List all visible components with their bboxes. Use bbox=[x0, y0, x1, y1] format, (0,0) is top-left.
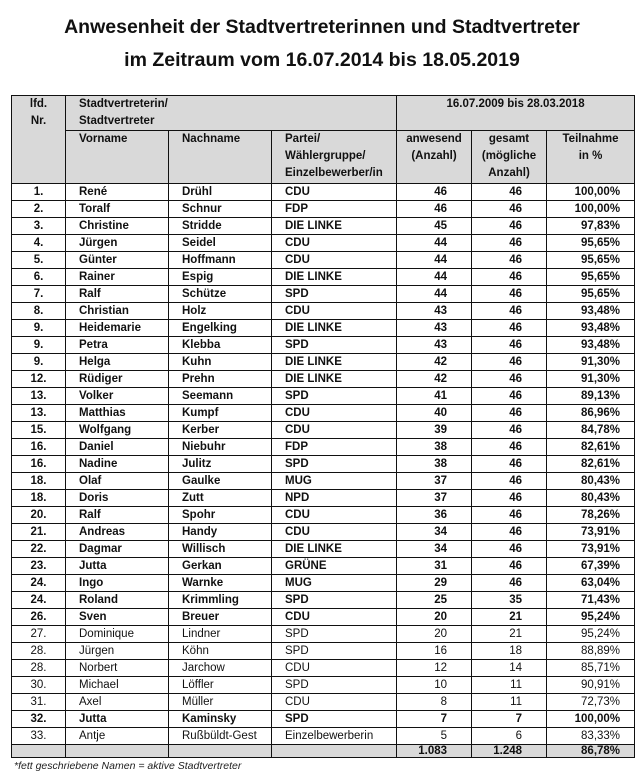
row-number: 20. bbox=[12, 507, 66, 524]
table-row bbox=[12, 422, 635, 439]
possible-count: 6 bbox=[472, 728, 547, 745]
last-name: Drühl bbox=[169, 184, 272, 201]
party: DIE LINKE bbox=[272, 354, 397, 371]
possible-count: 46 bbox=[472, 184, 547, 201]
row-number: 33. bbox=[12, 728, 66, 745]
attended-count: 43 bbox=[397, 303, 472, 320]
table-row bbox=[12, 405, 635, 422]
attendance-percent: 100,00% bbox=[547, 184, 635, 201]
last-name: Breuer bbox=[169, 609, 272, 626]
total-empty-cell bbox=[66, 745, 169, 758]
party: CDU bbox=[272, 405, 397, 422]
table-row bbox=[12, 609, 635, 626]
possible-count: 46 bbox=[472, 524, 547, 541]
attended-count: 20 bbox=[397, 609, 472, 626]
total-empty-cell bbox=[272, 745, 397, 758]
attendance-percent: 88,89% bbox=[547, 643, 635, 660]
attendance-percent: 85,71% bbox=[547, 660, 635, 677]
last-name: Löffler bbox=[169, 677, 272, 694]
possible-count: 46 bbox=[472, 337, 547, 354]
page-title-line-1: Anwesenheit der Stadtvertreterinnen und Stadtvertreter bbox=[64, 16, 580, 38]
attended-count: 34 bbox=[397, 524, 472, 541]
header-teilnahme: Teilnahme in % bbox=[547, 131, 635, 184]
attendance-percent: 80,43% bbox=[547, 473, 635, 490]
first-name: Jutta bbox=[66, 711, 169, 728]
possible-count: 46 bbox=[472, 269, 547, 286]
first-name: Ralf bbox=[66, 507, 169, 524]
first-name: Petra bbox=[66, 337, 169, 354]
last-name: Rußbüldt-Gest bbox=[169, 728, 272, 745]
attendance-percent: 73,91% bbox=[547, 524, 635, 541]
attended-count: 38 bbox=[397, 439, 472, 456]
row-number: 5. bbox=[12, 252, 66, 269]
attendance-percent: 89,13% bbox=[547, 388, 635, 405]
first-name: Helga bbox=[66, 354, 169, 371]
first-name: Toralf bbox=[66, 201, 169, 218]
first-name: Ingo bbox=[66, 575, 169, 592]
attended-count: 5 bbox=[397, 728, 472, 745]
possible-count: 46 bbox=[472, 405, 547, 422]
party: CDU bbox=[272, 303, 397, 320]
first-name: Roland bbox=[66, 592, 169, 609]
first-name: Andreas bbox=[66, 524, 169, 541]
row-number: 16. bbox=[12, 456, 66, 473]
party: DIE LINKE bbox=[272, 269, 397, 286]
first-name: Christian bbox=[66, 303, 169, 320]
row-number: 28. bbox=[12, 660, 66, 677]
last-name: Julitz bbox=[169, 456, 272, 473]
attendance-percent: 97,83% bbox=[547, 218, 635, 235]
party: CDU bbox=[272, 694, 397, 711]
table-row bbox=[12, 320, 635, 337]
row-number: 22. bbox=[12, 541, 66, 558]
attendance-percent: 93,48% bbox=[547, 303, 635, 320]
total-row bbox=[12, 745, 635, 758]
table-row bbox=[12, 592, 635, 609]
table-body bbox=[12, 184, 635, 745]
first-name: Antje bbox=[66, 728, 169, 745]
table-row bbox=[12, 473, 635, 490]
header-lfd-nr: lfd. Nr. bbox=[12, 96, 66, 184]
first-name: Daniel bbox=[66, 439, 169, 456]
attended-count: 42 bbox=[397, 371, 472, 388]
table-row bbox=[12, 269, 635, 286]
attended-count: 12 bbox=[397, 660, 472, 677]
row-number: 24. bbox=[12, 575, 66, 592]
party: CDU bbox=[272, 184, 397, 201]
possible-count: 46 bbox=[472, 507, 547, 524]
first-name: Günter bbox=[66, 252, 169, 269]
party: SPD bbox=[272, 626, 397, 643]
attendance-table bbox=[11, 95, 635, 758]
row-number: 28. bbox=[12, 643, 66, 660]
attended-count: 43 bbox=[397, 320, 472, 337]
attended-count: 45 bbox=[397, 218, 472, 235]
possible-count: 7 bbox=[472, 711, 547, 728]
last-name: Espig bbox=[169, 269, 272, 286]
header-partei: Partei/ Wählergruppe/ Einzelbewerber/in bbox=[272, 131, 397, 184]
party: DIE LINKE bbox=[272, 541, 397, 558]
attended-count: 31 bbox=[397, 558, 472, 575]
first-name: Volker bbox=[66, 388, 169, 405]
last-name: Jarchow bbox=[169, 660, 272, 677]
header-anwesend: anwesend (Anzahl) bbox=[397, 131, 472, 184]
last-name: Holz bbox=[169, 303, 272, 320]
table-row bbox=[12, 660, 635, 677]
last-name: Handy bbox=[169, 524, 272, 541]
last-name: Krimmling bbox=[169, 592, 272, 609]
row-number: 27. bbox=[12, 626, 66, 643]
attended-count: 42 bbox=[397, 354, 472, 371]
possible-count: 46 bbox=[472, 320, 547, 337]
first-name: Jürgen bbox=[66, 643, 169, 660]
total-gesamt: 1.248 bbox=[472, 745, 547, 758]
row-number: 2. bbox=[12, 201, 66, 218]
header-gesamt: gesamt (mögliche Anzahl) bbox=[472, 131, 547, 184]
attendance-percent: 67,39% bbox=[547, 558, 635, 575]
attendance-percent: 72,73% bbox=[547, 694, 635, 711]
party: DIE LINKE bbox=[272, 218, 397, 235]
party: SPD bbox=[272, 643, 397, 660]
table-row bbox=[12, 201, 635, 218]
party: SPD bbox=[272, 388, 397, 405]
possible-count: 46 bbox=[472, 558, 547, 575]
row-number: 6. bbox=[12, 269, 66, 286]
party: GRÜNE bbox=[272, 558, 397, 575]
first-name: Rüdiger bbox=[66, 371, 169, 388]
party: Einzelbewerberin bbox=[272, 728, 397, 745]
last-name: Seemann bbox=[169, 388, 272, 405]
attended-count: 29 bbox=[397, 575, 472, 592]
possible-count: 46 bbox=[472, 541, 547, 558]
attendance-percent: 83,33% bbox=[547, 728, 635, 745]
attended-count: 16 bbox=[397, 643, 472, 660]
row-number: 1. bbox=[12, 184, 66, 201]
party: CDU bbox=[272, 252, 397, 269]
table-row bbox=[12, 303, 635, 320]
party: CDU bbox=[272, 507, 397, 524]
attendance-percent: 80,43% bbox=[547, 490, 635, 507]
row-number: 24. bbox=[12, 592, 66, 609]
footnote: *fett geschriebene Namen = aktive Stadtvertreter bbox=[14, 760, 242, 772]
header-stadtvertreter-group: Stadtvertreterin/ Stadtvertreter bbox=[66, 96, 397, 131]
attended-count: 41 bbox=[397, 388, 472, 405]
attendance-percent: 93,48% bbox=[547, 320, 635, 337]
attendance-percent: 71,43% bbox=[547, 592, 635, 609]
last-name: Kumpf bbox=[169, 405, 272, 422]
last-name: Kaminsky bbox=[169, 711, 272, 728]
possible-count: 46 bbox=[472, 371, 547, 388]
party: SPD bbox=[272, 337, 397, 354]
attendance-percent: 63,04% bbox=[547, 575, 635, 592]
header-nachname: Nachname bbox=[169, 131, 272, 184]
possible-count: 46 bbox=[472, 252, 547, 269]
row-number: 9. bbox=[12, 320, 66, 337]
attendance-percent: 95,65% bbox=[547, 286, 635, 303]
attendance-percent: 95,65% bbox=[547, 235, 635, 252]
first-name: Olaf bbox=[66, 473, 169, 490]
first-name: Sven bbox=[66, 609, 169, 626]
table-row bbox=[12, 558, 635, 575]
last-name: Köhn bbox=[169, 643, 272, 660]
table-row bbox=[12, 728, 635, 745]
attended-count: 25 bbox=[397, 592, 472, 609]
attended-count: 37 bbox=[397, 473, 472, 490]
attended-count: 43 bbox=[397, 337, 472, 354]
first-name: René bbox=[66, 184, 169, 201]
last-name: Niebuhr bbox=[169, 439, 272, 456]
table-row bbox=[12, 541, 635, 558]
attended-count: 20 bbox=[397, 626, 472, 643]
attendance-percent: 95,24% bbox=[547, 626, 635, 643]
header-period: 16.07.2009 bis 28.03.2018 bbox=[397, 96, 635, 131]
attendance-percent: 86,96% bbox=[547, 405, 635, 422]
last-name: Schnur bbox=[169, 201, 272, 218]
last-name: Müller bbox=[169, 694, 272, 711]
row-number: 9. bbox=[12, 337, 66, 354]
party: CDU bbox=[272, 609, 397, 626]
row-number: 18. bbox=[12, 473, 66, 490]
first-name: Nadine bbox=[66, 456, 169, 473]
party: CDU bbox=[272, 422, 397, 439]
last-name: Seidel bbox=[169, 235, 272, 252]
attended-count: 44 bbox=[397, 235, 472, 252]
attended-count: 44 bbox=[397, 286, 472, 303]
possible-count: 35 bbox=[472, 592, 547, 609]
possible-count: 46 bbox=[472, 235, 547, 252]
attended-count: 46 bbox=[397, 201, 472, 218]
table-row bbox=[12, 507, 635, 524]
attended-count: 39 bbox=[397, 422, 472, 439]
first-name: Norbert bbox=[66, 660, 169, 677]
row-number: 31. bbox=[12, 694, 66, 711]
attended-count: 7 bbox=[397, 711, 472, 728]
last-name: Spohr bbox=[169, 507, 272, 524]
party: CDU bbox=[272, 235, 397, 252]
first-name: Wolfgang bbox=[66, 422, 169, 439]
party: FDP bbox=[272, 201, 397, 218]
possible-count: 46 bbox=[472, 490, 547, 507]
attendance-percent: 73,91% bbox=[547, 541, 635, 558]
possible-count: 46 bbox=[472, 575, 547, 592]
last-name: Kuhn bbox=[169, 354, 272, 371]
party: SPD bbox=[272, 456, 397, 473]
possible-count: 18 bbox=[472, 643, 547, 660]
total-empty-cell bbox=[169, 745, 272, 758]
table-row bbox=[12, 252, 635, 269]
party: DIE LINKE bbox=[272, 320, 397, 337]
last-name: Warnke bbox=[169, 575, 272, 592]
attendance-percent: 95,65% bbox=[547, 252, 635, 269]
page-title-line-2: im Zeitraum vom 16.07.2014 bis 18.05.2019 bbox=[124, 49, 520, 71]
possible-count: 46 bbox=[472, 473, 547, 490]
header-vorname: Vorname bbox=[66, 131, 169, 184]
possible-count: 21 bbox=[472, 626, 547, 643]
party: MUG bbox=[272, 473, 397, 490]
last-name: Prehn bbox=[169, 371, 272, 388]
first-name: Christine bbox=[66, 218, 169, 235]
attendance-percent: 91,30% bbox=[547, 371, 635, 388]
table-row bbox=[12, 439, 635, 456]
first-name: Heidemarie bbox=[66, 320, 169, 337]
first-name: Dagmar bbox=[66, 541, 169, 558]
row-number: 8. bbox=[12, 303, 66, 320]
total-anwesend: 1.083 bbox=[397, 745, 472, 758]
attendance-percent: 90,91% bbox=[547, 677, 635, 694]
last-name: Gerkan bbox=[169, 558, 272, 575]
table-row bbox=[12, 456, 635, 473]
row-number: 26. bbox=[12, 609, 66, 626]
attended-count: 40 bbox=[397, 405, 472, 422]
possible-count: 46 bbox=[472, 201, 547, 218]
last-name: Zutt bbox=[169, 490, 272, 507]
possible-count: 46 bbox=[472, 422, 547, 439]
table-row bbox=[12, 694, 635, 711]
last-name: Stridde bbox=[169, 218, 272, 235]
party: SPD bbox=[272, 711, 397, 728]
first-name: Axel bbox=[66, 694, 169, 711]
attended-count: 34 bbox=[397, 541, 472, 558]
total-teilnahme: 86,78% bbox=[547, 745, 635, 758]
party: SPD bbox=[272, 286, 397, 303]
table-row bbox=[12, 524, 635, 541]
possible-count: 46 bbox=[472, 286, 547, 303]
row-number: 16. bbox=[12, 439, 66, 456]
attendance-percent: 78,26% bbox=[547, 507, 635, 524]
attendance-percent: 82,61% bbox=[547, 456, 635, 473]
table-row bbox=[12, 575, 635, 592]
row-number: 32. bbox=[12, 711, 66, 728]
attendance-percent: 100,00% bbox=[547, 201, 635, 218]
party: DIE LINKE bbox=[272, 371, 397, 388]
row-number: 30. bbox=[12, 677, 66, 694]
first-name: Michael bbox=[66, 677, 169, 694]
attendance-percent: 84,78% bbox=[547, 422, 635, 439]
last-name: Lindner bbox=[169, 626, 272, 643]
attendance-percent: 82,61% bbox=[547, 439, 635, 456]
possible-count: 21 bbox=[472, 609, 547, 626]
possible-count: 14 bbox=[472, 660, 547, 677]
first-name: Matthias bbox=[66, 405, 169, 422]
attendance-percent: 91,30% bbox=[547, 354, 635, 371]
attended-count: 37 bbox=[397, 490, 472, 507]
total-empty-cell bbox=[12, 745, 66, 758]
party: SPD bbox=[272, 592, 397, 609]
party: MUG bbox=[272, 575, 397, 592]
first-name: Jürgen bbox=[66, 235, 169, 252]
first-name: Doris bbox=[66, 490, 169, 507]
first-name: Dominique bbox=[66, 626, 169, 643]
attended-count: 10 bbox=[397, 677, 472, 694]
row-number: 13. bbox=[12, 405, 66, 422]
party: CDU bbox=[272, 660, 397, 677]
last-name: Kerber bbox=[169, 422, 272, 439]
party: NPD bbox=[272, 490, 397, 507]
table-row bbox=[12, 388, 635, 405]
last-name: Engelking bbox=[169, 320, 272, 337]
table-row bbox=[12, 677, 635, 694]
row-number: 3. bbox=[12, 218, 66, 235]
possible-count: 46 bbox=[472, 456, 547, 473]
last-name: Hoffmann bbox=[169, 252, 272, 269]
first-name: Rainer bbox=[66, 269, 169, 286]
possible-count: 46 bbox=[472, 218, 547, 235]
attendance-percent: 100,00% bbox=[547, 711, 635, 728]
row-number: 15. bbox=[12, 422, 66, 439]
attendance-percent: 95,65% bbox=[547, 269, 635, 286]
possible-count: 46 bbox=[472, 354, 547, 371]
attendance-percent: 95,24% bbox=[547, 609, 635, 626]
row-number: 18. bbox=[12, 490, 66, 507]
table-row bbox=[12, 218, 635, 235]
party: SPD bbox=[272, 677, 397, 694]
table-row bbox=[12, 337, 635, 354]
row-number: 9. bbox=[12, 354, 66, 371]
last-name: Schütze bbox=[169, 286, 272, 303]
possible-count: 11 bbox=[472, 694, 547, 711]
table-row bbox=[12, 235, 635, 252]
possible-count: 46 bbox=[472, 439, 547, 456]
last-name: Gaulke bbox=[169, 473, 272, 490]
row-number: 13. bbox=[12, 388, 66, 405]
last-name: Willisch bbox=[169, 541, 272, 558]
possible-count: 11 bbox=[472, 677, 547, 694]
party: FDP bbox=[272, 439, 397, 456]
attended-count: 36 bbox=[397, 507, 472, 524]
attended-count: 44 bbox=[397, 269, 472, 286]
table-row bbox=[12, 490, 635, 507]
row-number: 12. bbox=[12, 371, 66, 388]
attended-count: 38 bbox=[397, 456, 472, 473]
row-number: 21. bbox=[12, 524, 66, 541]
attendance-percent: 93,48% bbox=[547, 337, 635, 354]
possible-count: 46 bbox=[472, 303, 547, 320]
attended-count: 8 bbox=[397, 694, 472, 711]
row-number: 7. bbox=[12, 286, 66, 303]
table-row bbox=[12, 286, 635, 303]
party: CDU bbox=[272, 524, 397, 541]
attended-count: 46 bbox=[397, 184, 472, 201]
table-row bbox=[12, 643, 635, 660]
last-name: Klebba bbox=[169, 337, 272, 354]
row-number: 4. bbox=[12, 235, 66, 252]
possible-count: 46 bbox=[472, 388, 547, 405]
table-row bbox=[12, 371, 635, 388]
table-row bbox=[12, 184, 635, 201]
first-name: Jutta bbox=[66, 558, 169, 575]
table-row bbox=[12, 711, 635, 728]
attended-count: 44 bbox=[397, 252, 472, 269]
row-number: 23. bbox=[12, 558, 66, 575]
table-row bbox=[12, 626, 635, 643]
first-name: Ralf bbox=[66, 286, 169, 303]
table-row bbox=[12, 354, 635, 371]
